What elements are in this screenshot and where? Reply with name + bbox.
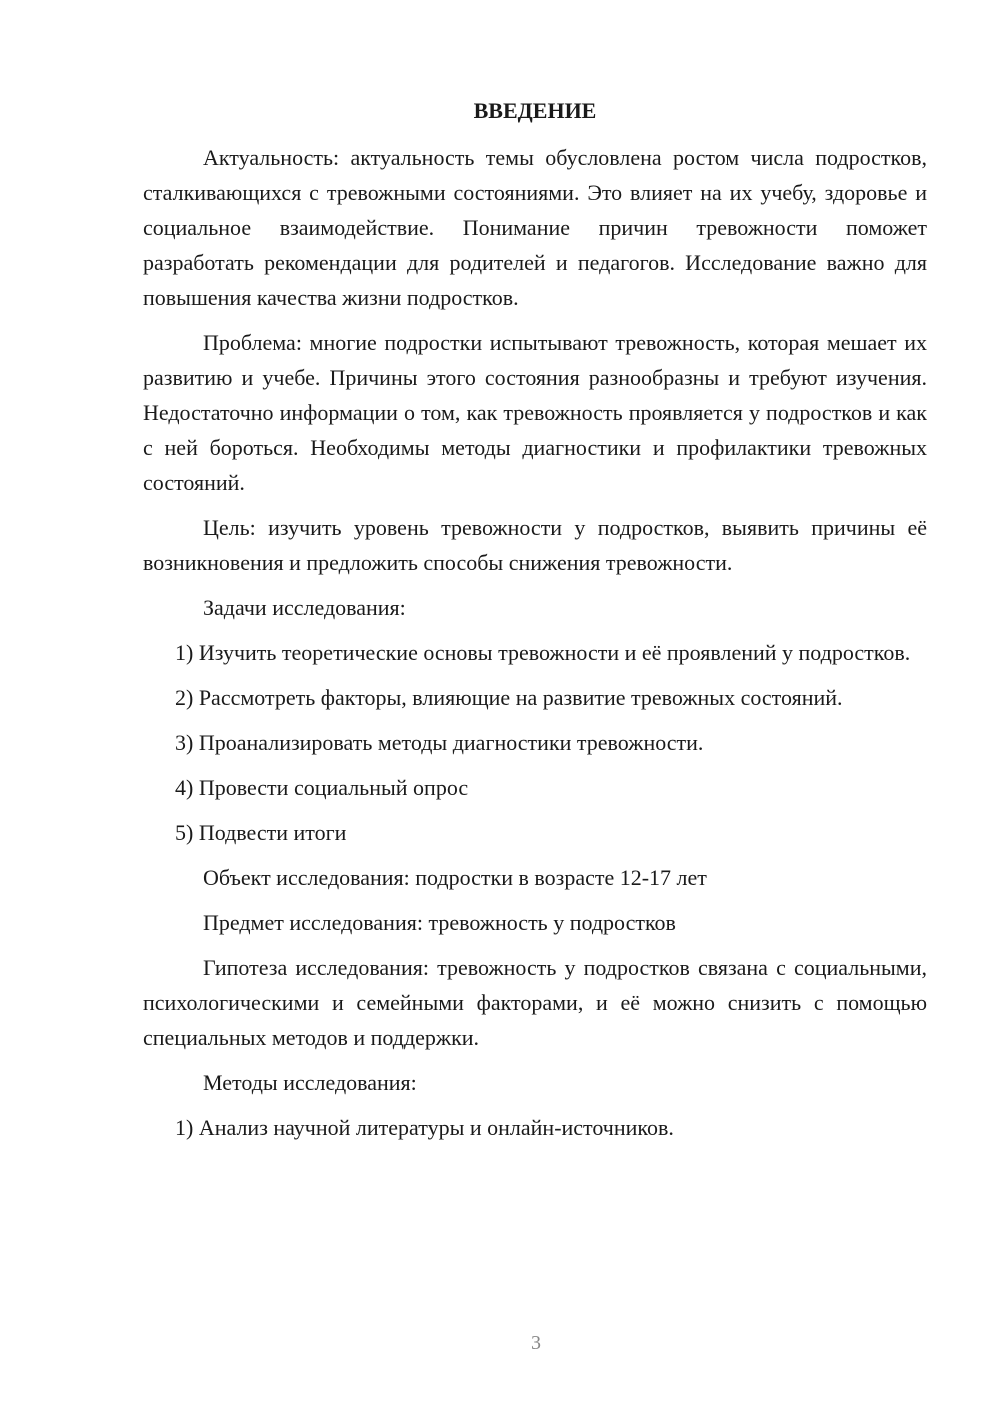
goal-paragraph: Цель: изучить уровень тревожности у подростков, выявить причины её возникновения и предложить способы снижения тревожности. [143,515,927,575]
relevance-paragraph: Актуальность: актуальность темы обусловлена ростом числа подростков, сталкивающихся с тревожными состояниями. Это влияет на их учебу, здоровье и социальное взаимодействие. Понимание причин тревожности поможет разработать рекомендации для родителей и педагогов. Исследование важно для повышения качества жизни подростков. [143,145,927,310]
section-heading: ВВЕДЕНИЕ [473,98,597,123]
method-item-1: 1) Анализ научной литературы и онлайн-источников. [175,1115,674,1140]
subject-paragraph: Предмет исследования: тревожность у подростков [203,910,676,935]
tasks-title: Задачи исследования: [203,595,406,620]
methods-title: Методы исследования: [203,1070,417,1095]
task-item-2: 2) Рассмотреть факторы, влияющие на развитие тревожных состояний. [175,685,843,710]
task-item-4: 4) Провести социальный опрос [175,775,469,800]
object-paragraph: Объект исследования: подростки в возрасте 12-17 лет [203,865,707,890]
problem-paragraph: Проблема: многие подростки испытывают тревожность, которая мешает их развитию и учебе. Причины этого состояния разнообразны и требуют изучения. Недостаточно информации о том, как тревожность проявляется у подростков и как с ней бороться. Необходимы методы диагностики и профилактики тревожных состояний. [143,330,927,495]
task-item-1: 1) Изучить теоретические основы тревожности и её проявлений у подростков. [175,640,911,665]
page-number: 3 [531,1332,541,1354]
task-item-5: 5) Подвести итоги [175,820,347,845]
task-item-3: 3) Проанализировать методы диагностики тревожности. [175,730,704,755]
document-page [143,96,927,1155]
hypothesis-paragraph: Гипотеза исследования: тревожность у подростков связана с социальными, психологическими и семейными факторами, и её можно снизить с помощью специальных методов и поддержки. [143,955,927,1050]
